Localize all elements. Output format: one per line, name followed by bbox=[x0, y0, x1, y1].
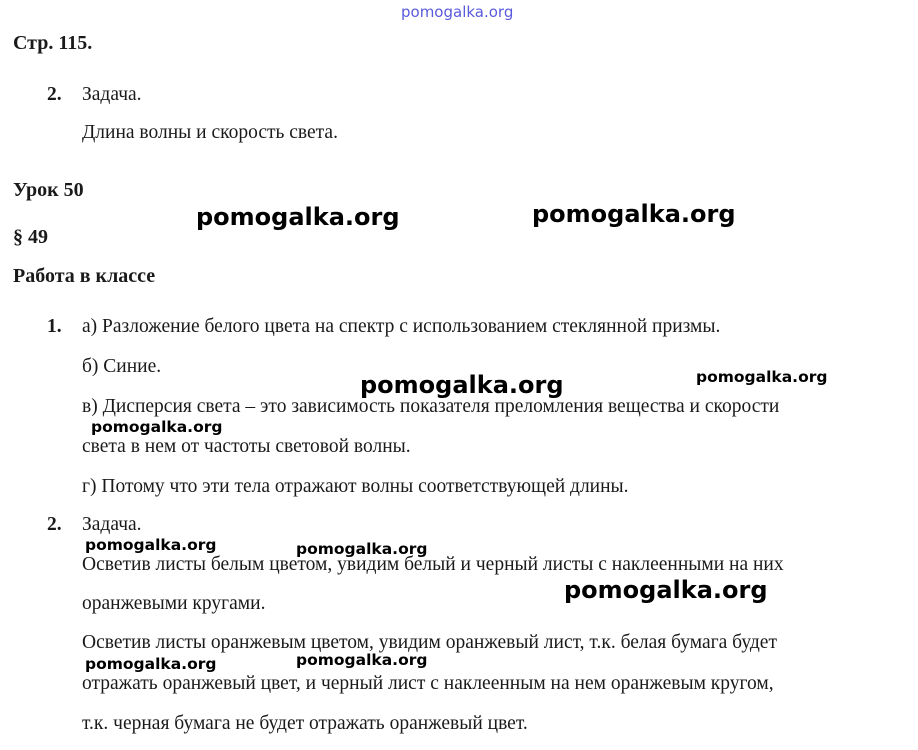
answer-b: б) Синие. bbox=[82, 356, 162, 377]
watermark: pomogalka.org bbox=[85, 536, 217, 554]
class-work-heading: Работа в классе bbox=[13, 265, 156, 287]
watermark: pomogalka.org bbox=[85, 655, 217, 673]
paragraph-line: Осветив листы белым цветом, увидим белый и черный листы с наклеенными на них bbox=[82, 554, 784, 575]
paragraph-line: оранжевыми кругами. bbox=[82, 593, 266, 614]
watermark: pomogalka.org bbox=[296, 651, 428, 669]
header-watermark: pomogalka.org bbox=[401, 3, 514, 21]
paragraph-line: отражать оранжевый цвет, и черный лист с наклеенным на нем оранжевым кругом, bbox=[82, 673, 774, 694]
lesson-heading: Урок 50 bbox=[13, 179, 84, 201]
answer-g: г) Потому что эти тела отражают волны соответствующей длины. bbox=[82, 476, 629, 497]
item-number: 1. bbox=[47, 316, 62, 337]
watermark: pomogalka.org bbox=[296, 540, 428, 558]
item-number: 2. bbox=[47, 514, 62, 535]
paragraph-line: Осветив листы оранжевым цветом, увидим оранжевый лист, т.к. белая бумага будет bbox=[82, 632, 777, 653]
page-reference: Стр. 115. bbox=[13, 32, 93, 54]
task-answer: Длина волны и скорость света. bbox=[82, 122, 338, 143]
answer-v-line1: в) Дисперсия света – это зависимость показателя преломления вещества и скорости bbox=[82, 396, 780, 417]
answer-v-line2: света в нем от частоты световой волны. bbox=[82, 436, 411, 457]
answer-a: а) Разложение белого цвета на спектр с использованием стеклянной призмы. bbox=[82, 316, 721, 337]
watermark: pomogalka.org bbox=[91, 418, 223, 436]
task-number: 2. bbox=[47, 84, 62, 105]
task-title: Задача. bbox=[82, 84, 142, 105]
paragraph-line: т.к. черная бумага не будет отражать оранжевый цвет. bbox=[82, 713, 528, 734]
watermark: pomogalka.org bbox=[360, 371, 564, 399]
watermark: pomogalka.org bbox=[532, 200, 736, 228]
section-heading: § 49 bbox=[13, 226, 48, 248]
watermark: pomogalka.org bbox=[196, 203, 400, 231]
watermark: pomogalka.org bbox=[564, 576, 768, 604]
task-title: Задача. bbox=[82, 514, 142, 535]
watermark: pomogalka.org bbox=[696, 368, 828, 386]
